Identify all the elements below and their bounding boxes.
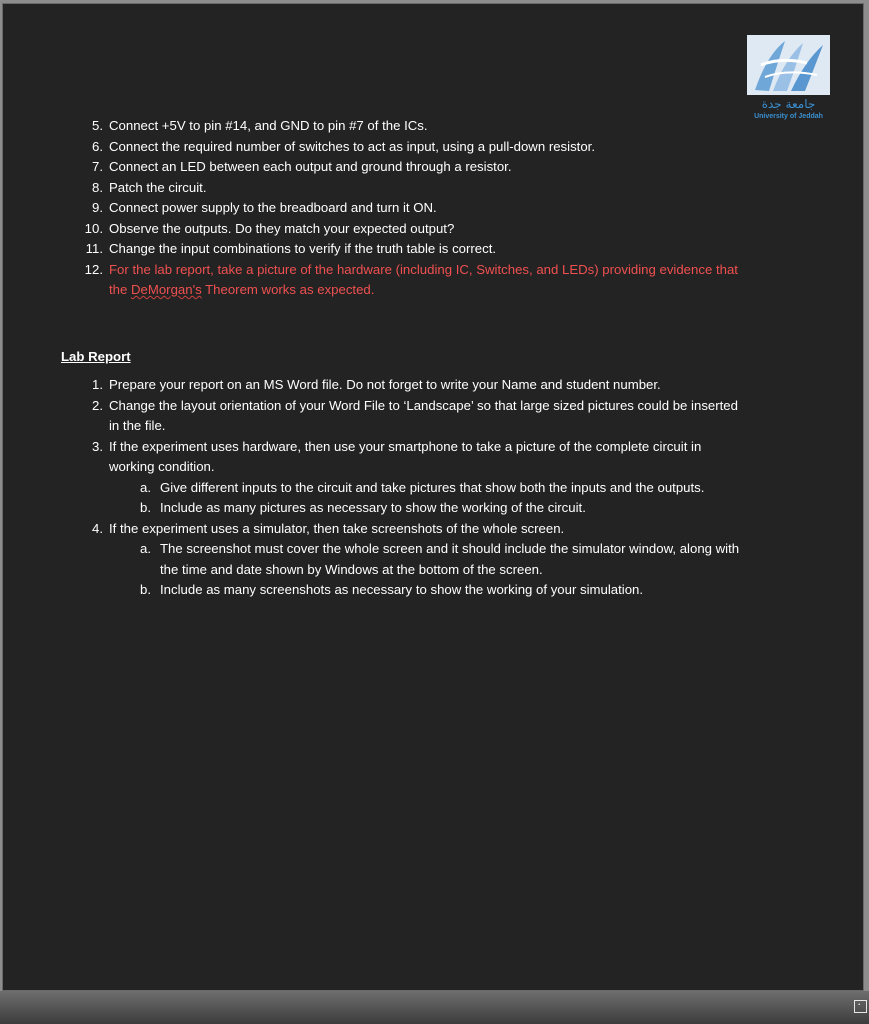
report-item <box>3 396 863 437</box>
item-number: 3. <box>92 438 103 454</box>
lab-report-heading: Lab Report <box>61 349 131 364</box>
step-text: Connect the required number of switches to act as input, using a pull-down resistor. <box>109 138 595 154</box>
step-number: 11. <box>85 241 103 256</box>
logo-emblem-icon <box>747 35 830 95</box>
item-number: 1. <box>92 377 103 392</box>
subitem-letter: b. <box>140 582 151 597</box>
fullscreen-icon[interactable]: ⠂ <box>854 1000 867 1013</box>
item-line: If the experiment uses hardware, then use your smartphone to take a picture of the complete circuit in <box>109 438 702 454</box>
step-item <box>3 239 863 260</box>
report-item <box>3 375 863 396</box>
step-number: 8. <box>92 179 103 195</box>
step-number: 5. <box>92 118 103 133</box>
step-item <box>3 178 863 199</box>
step-text: Patch the circuit. <box>109 179 207 195</box>
step-number: 6. <box>92 138 103 154</box>
spelling-flag-word: DeMorgan's <box>131 282 202 297</box>
report-subitem <box>3 478 863 499</box>
item-line: If the experiment uses a simulator, then take screenshots of the whole screen. <box>109 520 565 536</box>
subitem-letter: b. <box>140 500 151 515</box>
item-line: Include as many pictures as necessary to show the working of the circuit. <box>160 500 586 515</box>
step-text: Connect power supply to the breadboard and turn it ON. <box>109 200 437 215</box>
step-number: 9. <box>92 200 103 215</box>
step-item <box>3 219 863 240</box>
step-item <box>3 137 863 158</box>
step-text-line <box>109 280 863 301</box>
university-logo <box>747 35 830 123</box>
step-text: Connect an LED between each output and ground through a resistor. <box>109 159 512 174</box>
report-subitem <box>3 498 863 519</box>
item-line: Change the layout orientation of your Word File to ‘Landscape’ so that large sized pictures could be inserted <box>109 397 738 413</box>
item-line: in the file. <box>109 418 166 433</box>
step-item <box>3 116 863 137</box>
logo-english-text: University of Jeddah <box>754 113 823 120</box>
procedure-steps <box>3 116 863 301</box>
step-number: 10. <box>84 220 103 236</box>
report-item <box>3 437 863 478</box>
item-line: working condition. <box>109 459 215 474</box>
subitem-letter: a. <box>140 541 151 556</box>
item-number: 4. <box>92 520 103 536</box>
step-number: 12. <box>84 261 103 277</box>
step-text-line: For the lab report, take a picture of the hardware (including IC, Switches, and LEDs) providing evidence that <box>109 261 738 277</box>
viewer-bottom-bar <box>0 991 869 1024</box>
step-item <box>3 157 863 178</box>
item-line: the time and date shown by Windows at the bottom of the screen. <box>160 561 543 577</box>
report-item <box>3 519 863 540</box>
item-line: Prepare your report on an MS Word file. Do not forget to write your Name and student number. <box>109 377 661 392</box>
report-subitem <box>3 539 863 580</box>
step-number: 7. <box>92 159 103 174</box>
step-item <box>3 198 863 219</box>
step-text: Change the input combinations to verify if the truth table is correct. <box>109 241 497 256</box>
logo-arabic-text: جامعة جدة <box>761 97 816 111</box>
report-subitem <box>3 580 863 601</box>
step-text: Connect +5V to pin #14, and GND to pin #7 of the ICs. <box>109 118 428 133</box>
text-fragment: the <box>109 282 131 297</box>
item-number: 2. <box>92 397 103 413</box>
document-page <box>2 3 864 991</box>
item-line: The screenshot must cover the whole screen and it should include the simulator window, along with <box>160 541 740 556</box>
item-line: Give different inputs to the circuit and take pictures that show both the inputs and the outputs. <box>160 479 705 495</box>
report-list <box>3 375 863 601</box>
item-line: Include as many screenshots as necessary to show the working of your simulation. <box>160 582 644 597</box>
subitem-letter: a. <box>140 479 151 495</box>
step-item-highlighted <box>3 260 863 301</box>
text-fragment: Theorem works as expected. <box>201 282 375 297</box>
step-text: Observe the outputs. Do they match your expected output? <box>109 220 455 236</box>
